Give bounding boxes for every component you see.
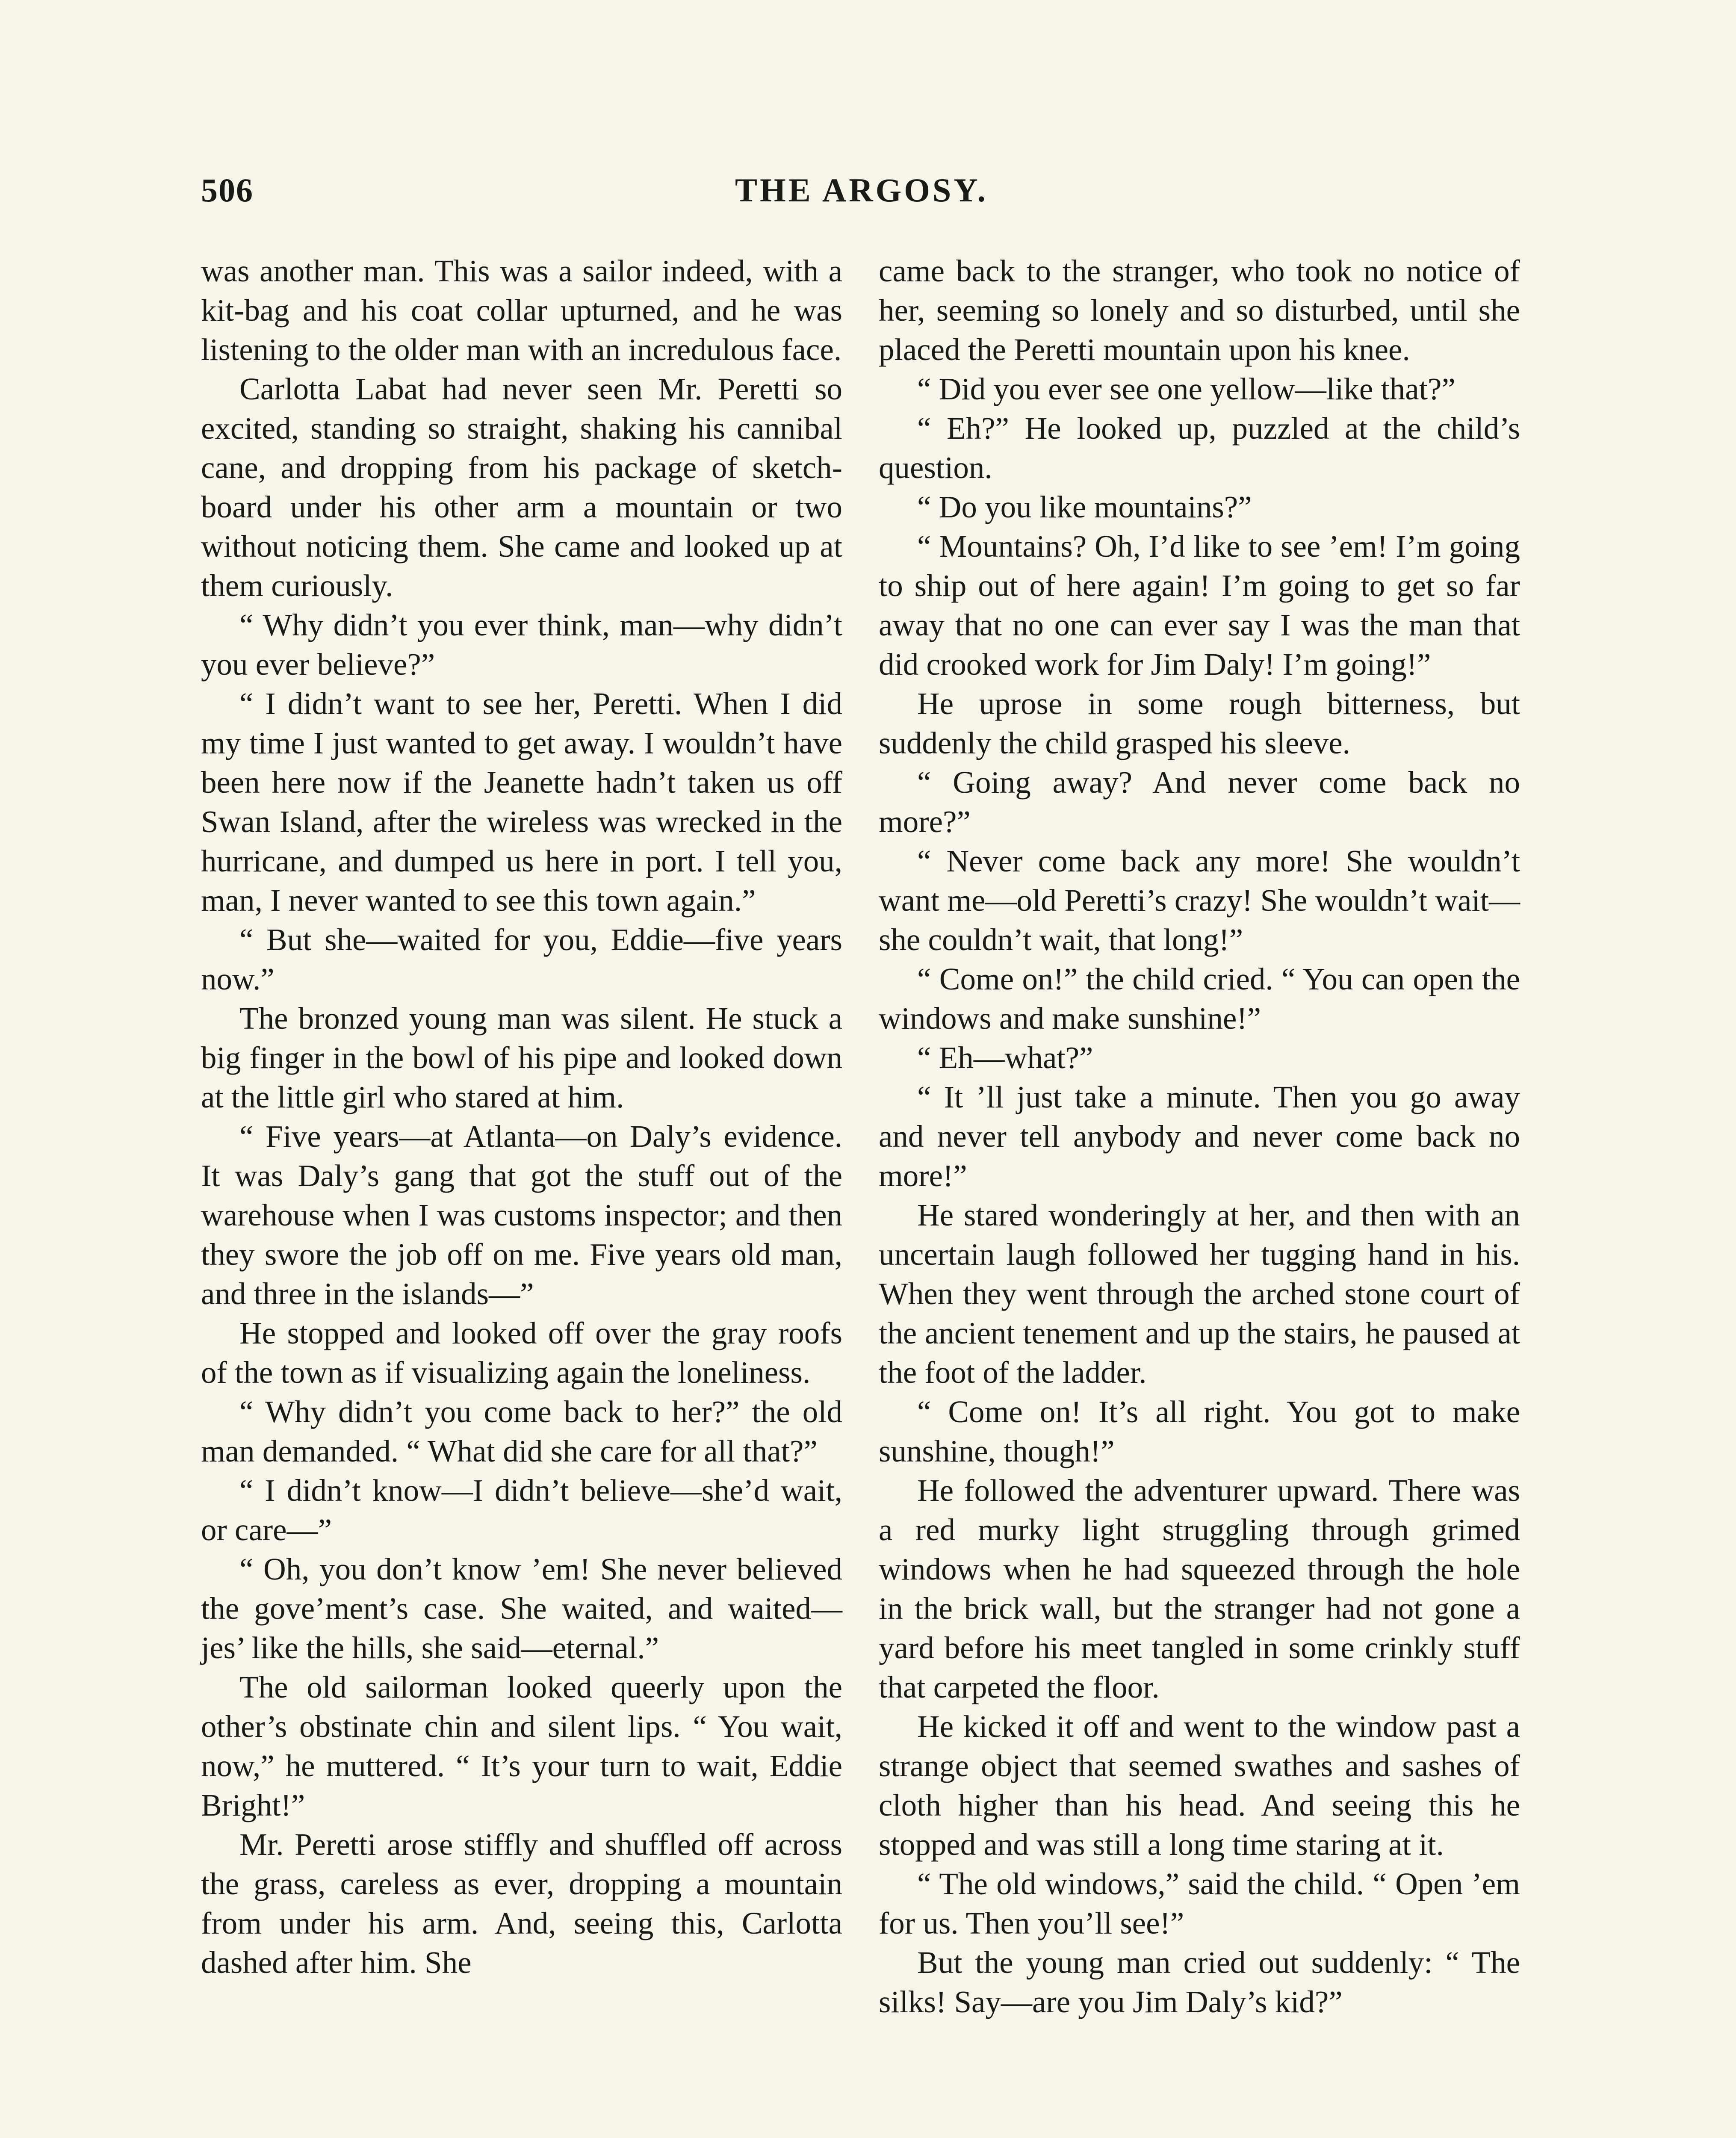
paragraph: He kicked it off and went to the window past a strange object that seemed swathes and sashes of cloth higher than his head. And seeing this he stopped and was still a long time staring at it. <box>879 1709 1520 1862</box>
paragraph: “ Why didn’t you ever think, man—why didn’t you ever believe?” <box>201 608 842 682</box>
paragraph: He stared wonderingly at her, and then with an uncertain laugh followed her tugging hand in his. When they went through the arched stone court of the ancient tenement and up the stairs, he paused at the foot of the ladder. <box>879 1198 1520 1390</box>
paragraph: “ Eh?” He looked up, puzzled at the child’s question. <box>879 411 1520 485</box>
running-title: THE ARGOSY. <box>735 171 988 209</box>
paragraph: came back to the stranger, who took no notice of her, seeming so lonely and so disturbed, until she placed the Peretti mountain upon his knee. <box>879 254 1520 367</box>
paragraph: “ The old windows,” said the child. “ Open ’em for us. Then you’ll see!” <box>879 1866 1520 1940</box>
paragraph: Carlotta Labat had never seen Mr. Peretti so excited, standing so straight, shaking his cannibal cane, and dropping from his package of sketch-board under his other arm a mountain or two without noticing them. She came and looked up at them curiously. <box>201 372 842 603</box>
paragraph: “ I didn’t want to see her, Peretti. When I did my time I just wanted to get away. I wouldn’t have been here now if the Jeanette hadn’t taken us off Swan Island, after the wireless was wrecked in the hurricane, and dumped us here in port. I tell you, man, I never wanted to see this town again.” <box>201 686 842 918</box>
paragraph: “ Never come back any more! She wouldn’t want me—old Peretti’s crazy! She wouldn’t wait—she couldn’t wait, that long!” <box>879 844 1520 957</box>
paragraph: He stopped and looked off over the gray roofs of the town as if visualizing again the loneliness. <box>201 1316 842 1390</box>
page-header <box>201 171 1522 218</box>
paragraph: “ Five years—at Atlanta—on Daly’s evidence. It was Daly’s gang that got the stuff out of the warehouse when I was customs inspector; and then they swore the job off on me. Five years old man, and three in the islands—” <box>201 1119 842 1311</box>
paragraph: “ Come on! It’s all right. You got to make sunshine, though!” <box>879 1394 1520 1468</box>
paragraph: “ Did you ever see one yellow—like that?” <box>917 372 1456 406</box>
paragraph: He uprose in some rough bitterness, but suddenly the child grasped his sleeve. <box>879 686 1520 760</box>
left-column <box>201 251 842 1982</box>
paragraph: “ Come on!” the child cried. “ You can open the windows and make sunshine!” <box>879 962 1520 1036</box>
paragraph: The old sailorman looked queerly upon the other’s obstinate chin and silent lips. “ You wait, now,” he muttered. “ It’s your turn to wait, Eddie Bright!” <box>201 1670 842 1822</box>
paragraph: “ Do you like mountains?” <box>917 490 1252 524</box>
paragraph: “ But she—waited for you, Eddie—five years now.” <box>201 922 842 996</box>
paragraph: He followed the adventurer upward. There was a red murky light struggling through grimed windows when he had squeezed through the hole in the brick wall, but the stranger had not gone a yard before his meet tangled in some crinkly stuff that carpeted the floor. <box>879 1473 1520 1704</box>
paragraph: “ Mountains? Oh, I’d like to see ’em! I’m going to ship out of here again! I’m going to get so far away that no one can ever say I was the man that did crooked work for Jim Daly! I’m going!” <box>879 529 1520 682</box>
paragraph: was another man. This was a sailor indeed, with a kit-bag and his coat collar upturned, and he was listening to the older man with an incredulous face. <box>201 254 842 367</box>
paragraph: Mr. Peretti arose stiffly and shuffled off across the grass, careless as ever, dropping a mountain from under his arm. And, seeing this, Carlotta dashed after him. She <box>201 1827 842 1980</box>
paragraph: “ It ’ll just take a minute. Then you go away and never tell anybody and never come back no more!” <box>879 1080 1520 1193</box>
paragraph: The bronzed young man was silent. He stuck a big finger in the bowl of his pipe and looked down at the little girl who stared at him. <box>201 1001 842 1114</box>
paragraph: “ Eh—what?” <box>917 1040 1093 1075</box>
paragraph: “ Why didn’t you come back to her?” the old man demanded. “ What did she care for all that?” <box>201 1394 842 1468</box>
paragraph: “ Oh, you don’t know ’em! She never believed the gove’ment’s case. She waited, and waited—jes’ like the hills, she said—eternal.” <box>201 1552 842 1665</box>
paragraph: “ Going away? And never come back no more?” <box>879 765 1520 839</box>
right-column <box>879 251 1520 2022</box>
paragraph: “ I didn’t know—I didn’t believe—she’d wait, or care—” <box>201 1473 842 1547</box>
page-number: 506 <box>201 171 254 209</box>
paragraph: But the young man cried out suddenly: “ The silks! Say—are you Jim Daly’s kid?” <box>879 1945 1520 2019</box>
